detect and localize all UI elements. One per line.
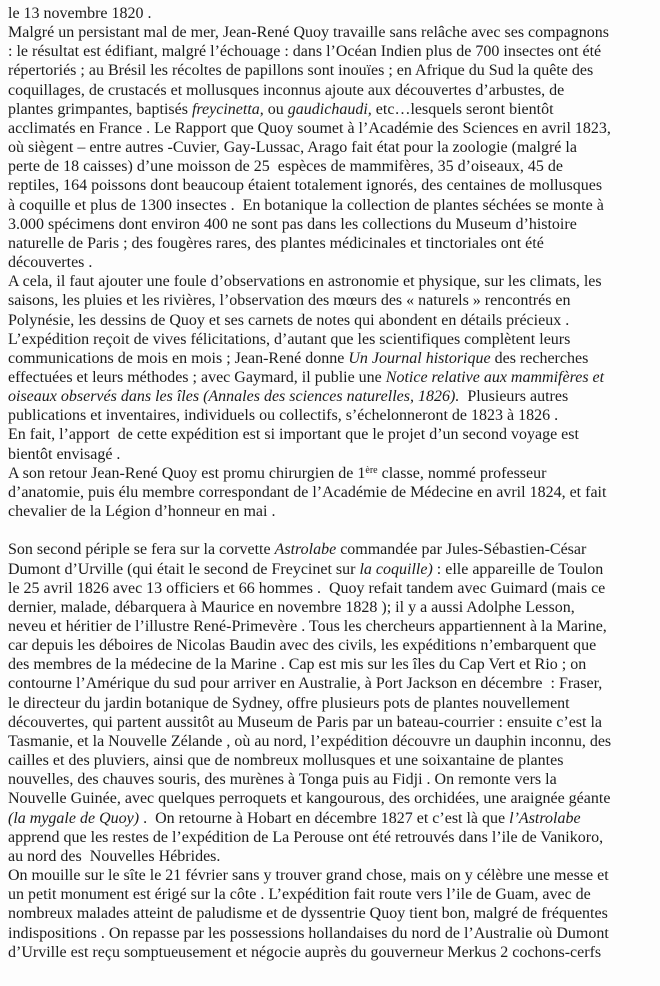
text-segment: le directeur du jardin botanique de Sydney, offre plusieurs pots de plantes nouvellement [8, 694, 570, 712]
text-segment: : le résultat est édifiant, malgré l’échouage : dans l’Océan Indien plus de 700 insectes ont été [8, 43, 602, 61]
text-segment: plantes grimpantes, baptisés [8, 100, 192, 118]
text-segment: découvertes, qui partent aussitôt au Museum de Paris par un bateau-courrier : ensuite c’est la [8, 713, 603, 731]
italic-text: Notice relative aux mammifères et [385, 368, 605, 386]
text-line [8, 425, 656, 444]
text-line [8, 61, 656, 80]
text-line [8, 751, 656, 770]
blank-line [8, 521, 656, 540]
text-line [8, 138, 656, 157]
text-line [8, 809, 656, 828]
italic-text: l’Astrolabe [509, 809, 581, 827]
text-line [8, 540, 656, 559]
text-segment: On mouille sur le sîte le 21 février sans y trouver grand chose, mais on y célèbre une messe et [8, 867, 609, 885]
text-segment: En fait, l’apport de cette expédition est si important que le projet d’un second voyage est [8, 426, 579, 444]
text-segment: Tasmanie, et la Nouvelle Zélande , où au nord, l’expédition découvre un dauphin inconnu, des [8, 732, 612, 750]
text-line [8, 464, 656, 483]
italic-text: Un Journal historique [348, 349, 491, 367]
italic-text: gaudichaudi, [287, 100, 372, 118]
text-segment: Malgré un persistant mal de mer, Jean-René Quoy travaille sans relâche avec ses compagnons [8, 24, 609, 42]
text-line [8, 42, 656, 61]
text-segment: publications et inventaires, individuels ou collectifs, s’échelonneront de 1823 à 1826 . [8, 407, 559, 425]
text-line [8, 349, 656, 368]
text-line [8, 234, 656, 253]
text-line [8, 81, 656, 100]
text-line [8, 904, 656, 923]
text-segment: acclimatés en France . Le Rapport que Quoy soumet à l’Académie des Sciences en avril 1823, [8, 119, 611, 137]
text-line [8, 770, 656, 789]
text-segment: A cela, il faut ajouter une foule d’observations en astronomie et physique, sur les climats, les [8, 273, 602, 291]
text-segment: apprend que les restes de l’expédition de La Perouse ont été retrouvés dans l’ile de Vanikoro, [8, 828, 604, 846]
text-segment: classe, nommé professeur [377, 464, 547, 482]
text-line [8, 943, 656, 962]
text-segment: ou [263, 100, 288, 118]
text-line [8, 828, 656, 847]
text-line [8, 924, 656, 943]
text-line [8, 732, 656, 751]
text-segment: effectuées et leurs méthodes ; avec Gaymard, il publie une [8, 368, 386, 386]
text-segment: d’Urville est reçu somptueusement et négocie auprès du gouverneur Merkus 2 cochons-cerfs [8, 943, 602, 961]
text-segment: où siègent – entre autres -Cuvier, Gay-Lussac, Arago fait état pour la zoologie (malgré la [8, 139, 577, 157]
text-segment: découvertes . [8, 254, 93, 272]
text-segment: contourne l’Amérique du sud pour arriver en Australie, à Port Jackson en décembre : Fraser, [8, 675, 603, 693]
text-segment: perte de 18 caisses) d’une moisson de 25 espèces de mammifères, 35 d’oiseaux, 45 de [8, 158, 563, 176]
superscript-text: ère [365, 464, 378, 476]
text-segment: . On retourne à Hobart en décembre 1827 et c’est là que [139, 809, 510, 827]
text-segment: L’expédition reçoit de vives félicitations, d’autant que les scientifiques complètent leurs [8, 330, 571, 348]
text-segment: nombreux malades atteint de paludisme et de dyssentrie Quoy tient bon, malgré de fréquentes [8, 905, 608, 923]
text-segment: reptiles, 164 poissons dont beaucoup étaient totalement ignorés, des centaines de mollusques [8, 177, 603, 195]
text-segment: neveu et héritier de l’illustre René-Primevère . Tous les chercheurs appartiennent à la Marine, [8, 618, 607, 635]
text-segment: au nord des Nouvelles Hébrides. [8, 847, 221, 865]
text-line [8, 674, 656, 693]
text-segment: bientôt envisagé . [8, 445, 121, 463]
text-line [8, 655, 656, 674]
text-segment: un petit monument est érigé sur la côte . L’expédition fait route vers l’ile de Guam, avec de [8, 886, 591, 904]
text-segment: le 13 novembre 1820 . [8, 5, 152, 22]
text-segment: dernier, malade, débarquera à Maurice en novembre 1828 ); il y a aussi Adolphe Lesson, [8, 598, 575, 616]
text-segment: A son retour Jean-René Quoy est promu chirurgien de 1 [8, 464, 366, 482]
text-line [8, 4, 656, 23]
text-line [8, 23, 656, 42]
text-line [8, 253, 656, 272]
text-line [8, 311, 656, 330]
text-segment: naturelle de Paris ; des fougères rares, des plantes médicinales et tinctoriales ont été [8, 234, 544, 252]
text-segment: cailles et des pluviers, ainsi que de nombreux mollusques et une soixantaine de plantes [8, 752, 564, 770]
text-line [8, 176, 656, 195]
text-line [8, 598, 656, 617]
text-segment: commandée par Jules-Sébastien-César [336, 541, 587, 559]
italic-text: freycinetta, [191, 100, 264, 118]
text-line [8, 330, 656, 349]
text-line [8, 196, 656, 215]
text-segment: 3.000 spécimens dont environ 400 ne sont pas dans les collections du Museum d’histoire [8, 215, 577, 233]
text-segment: à coquille et plus de 1300 insectes . En botanique la collection de plantes séchées se monte à [8, 196, 604, 214]
text-line [8, 713, 656, 732]
text-line [8, 368, 656, 387]
text-segment: nouvelles, des chauves souris, des murènes à Tonga puis au Fidji . On remonte vers la [8, 771, 557, 789]
text-segment: d’anatomie, puis élu membre correspondant de l’Académie de Médecine en avril 1824, et fait [8, 483, 607, 501]
italic-text: la coquille) [359, 560, 433, 578]
text-segment: des membres de la médecine de la Marine . Cap est mis sur les îles du Cap Vert et Rio ; on [8, 656, 587, 674]
text-line [8, 100, 656, 119]
text-segment: chevalier de la Légion d’honneur en mai . [8, 503, 276, 521]
text-segment: Nouvelle Guinée, avec quelques perroquets et kangourous, des orchidées, une araignée géante [8, 790, 611, 808]
italic-text: Astrolabe [274, 541, 337, 559]
text-line [8, 445, 656, 464]
text-segment: : elle appareille de Toulon [432, 560, 604, 578]
text-line [8, 157, 656, 176]
document-body [8, 4, 656, 962]
text-segment: le 25 avril 1826 avec 13 officiers et 66 hommes . Quoy refait tandem avec Guimard (mais ce [8, 579, 606, 597]
text-line [8, 617, 656, 636]
text-line [8, 387, 656, 406]
text-segment: indispositions . On repasse par les possessions hollandaises du nord de l’Australie où Dumont [8, 924, 609, 942]
text-line [8, 502, 656, 521]
text-line [8, 560, 656, 579]
text-line [8, 789, 656, 808]
text-segment: saisons, les pluies et les rivières, l’observation des mœurs des « naturels » rencontrés en [8, 292, 571, 310]
text-line [8, 291, 656, 310]
text-line [8, 847, 656, 866]
text-segment: coquillages, de crustacés et mollusques inconnus ajoute aux découvertes d’arbustes, de [8, 81, 565, 99]
text-line [8, 119, 656, 138]
text-line [8, 866, 656, 885]
text-line [8, 694, 656, 713]
text-line [8, 215, 656, 234]
text-segment: communications de mois en mois ; Jean-René donne [8, 349, 349, 367]
text-line [8, 272, 656, 291]
italic-text: (la mygale de Quoy) [8, 809, 140, 827]
text-line [8, 406, 656, 425]
text-line [8, 636, 656, 655]
text-segment: Polynésie, les dessins de Quoy et ses carnets de notes qui abondent en détails précieux . [8, 311, 570, 329]
text-segment: etc…lesquels seront bientôt [371, 100, 554, 118]
text-segment: Plusieurs autres [459, 388, 569, 406]
text-segment: car depuis les déboires de Nicolas Baudin avec des civils, les expéditions n’embarquent que [8, 637, 597, 655]
text-line [8, 885, 656, 904]
text-segment: Dumont d’Urville (qui était le second de Freycinet sur [8, 560, 360, 578]
text-line [8, 483, 656, 502]
text-line [8, 579, 656, 598]
italic-text: oiseaux observés dans les îles (Annales des sciences naturelles, 1826). [8, 388, 460, 406]
text-segment: des recherches [490, 349, 589, 367]
text-segment: répertoriés ; au Brésil les récoltes de papillons sont inouïes ; en Afrique du Sud la quête des [8, 62, 594, 80]
text-segment: Son second périple se fera sur la corvette [8, 541, 275, 559]
